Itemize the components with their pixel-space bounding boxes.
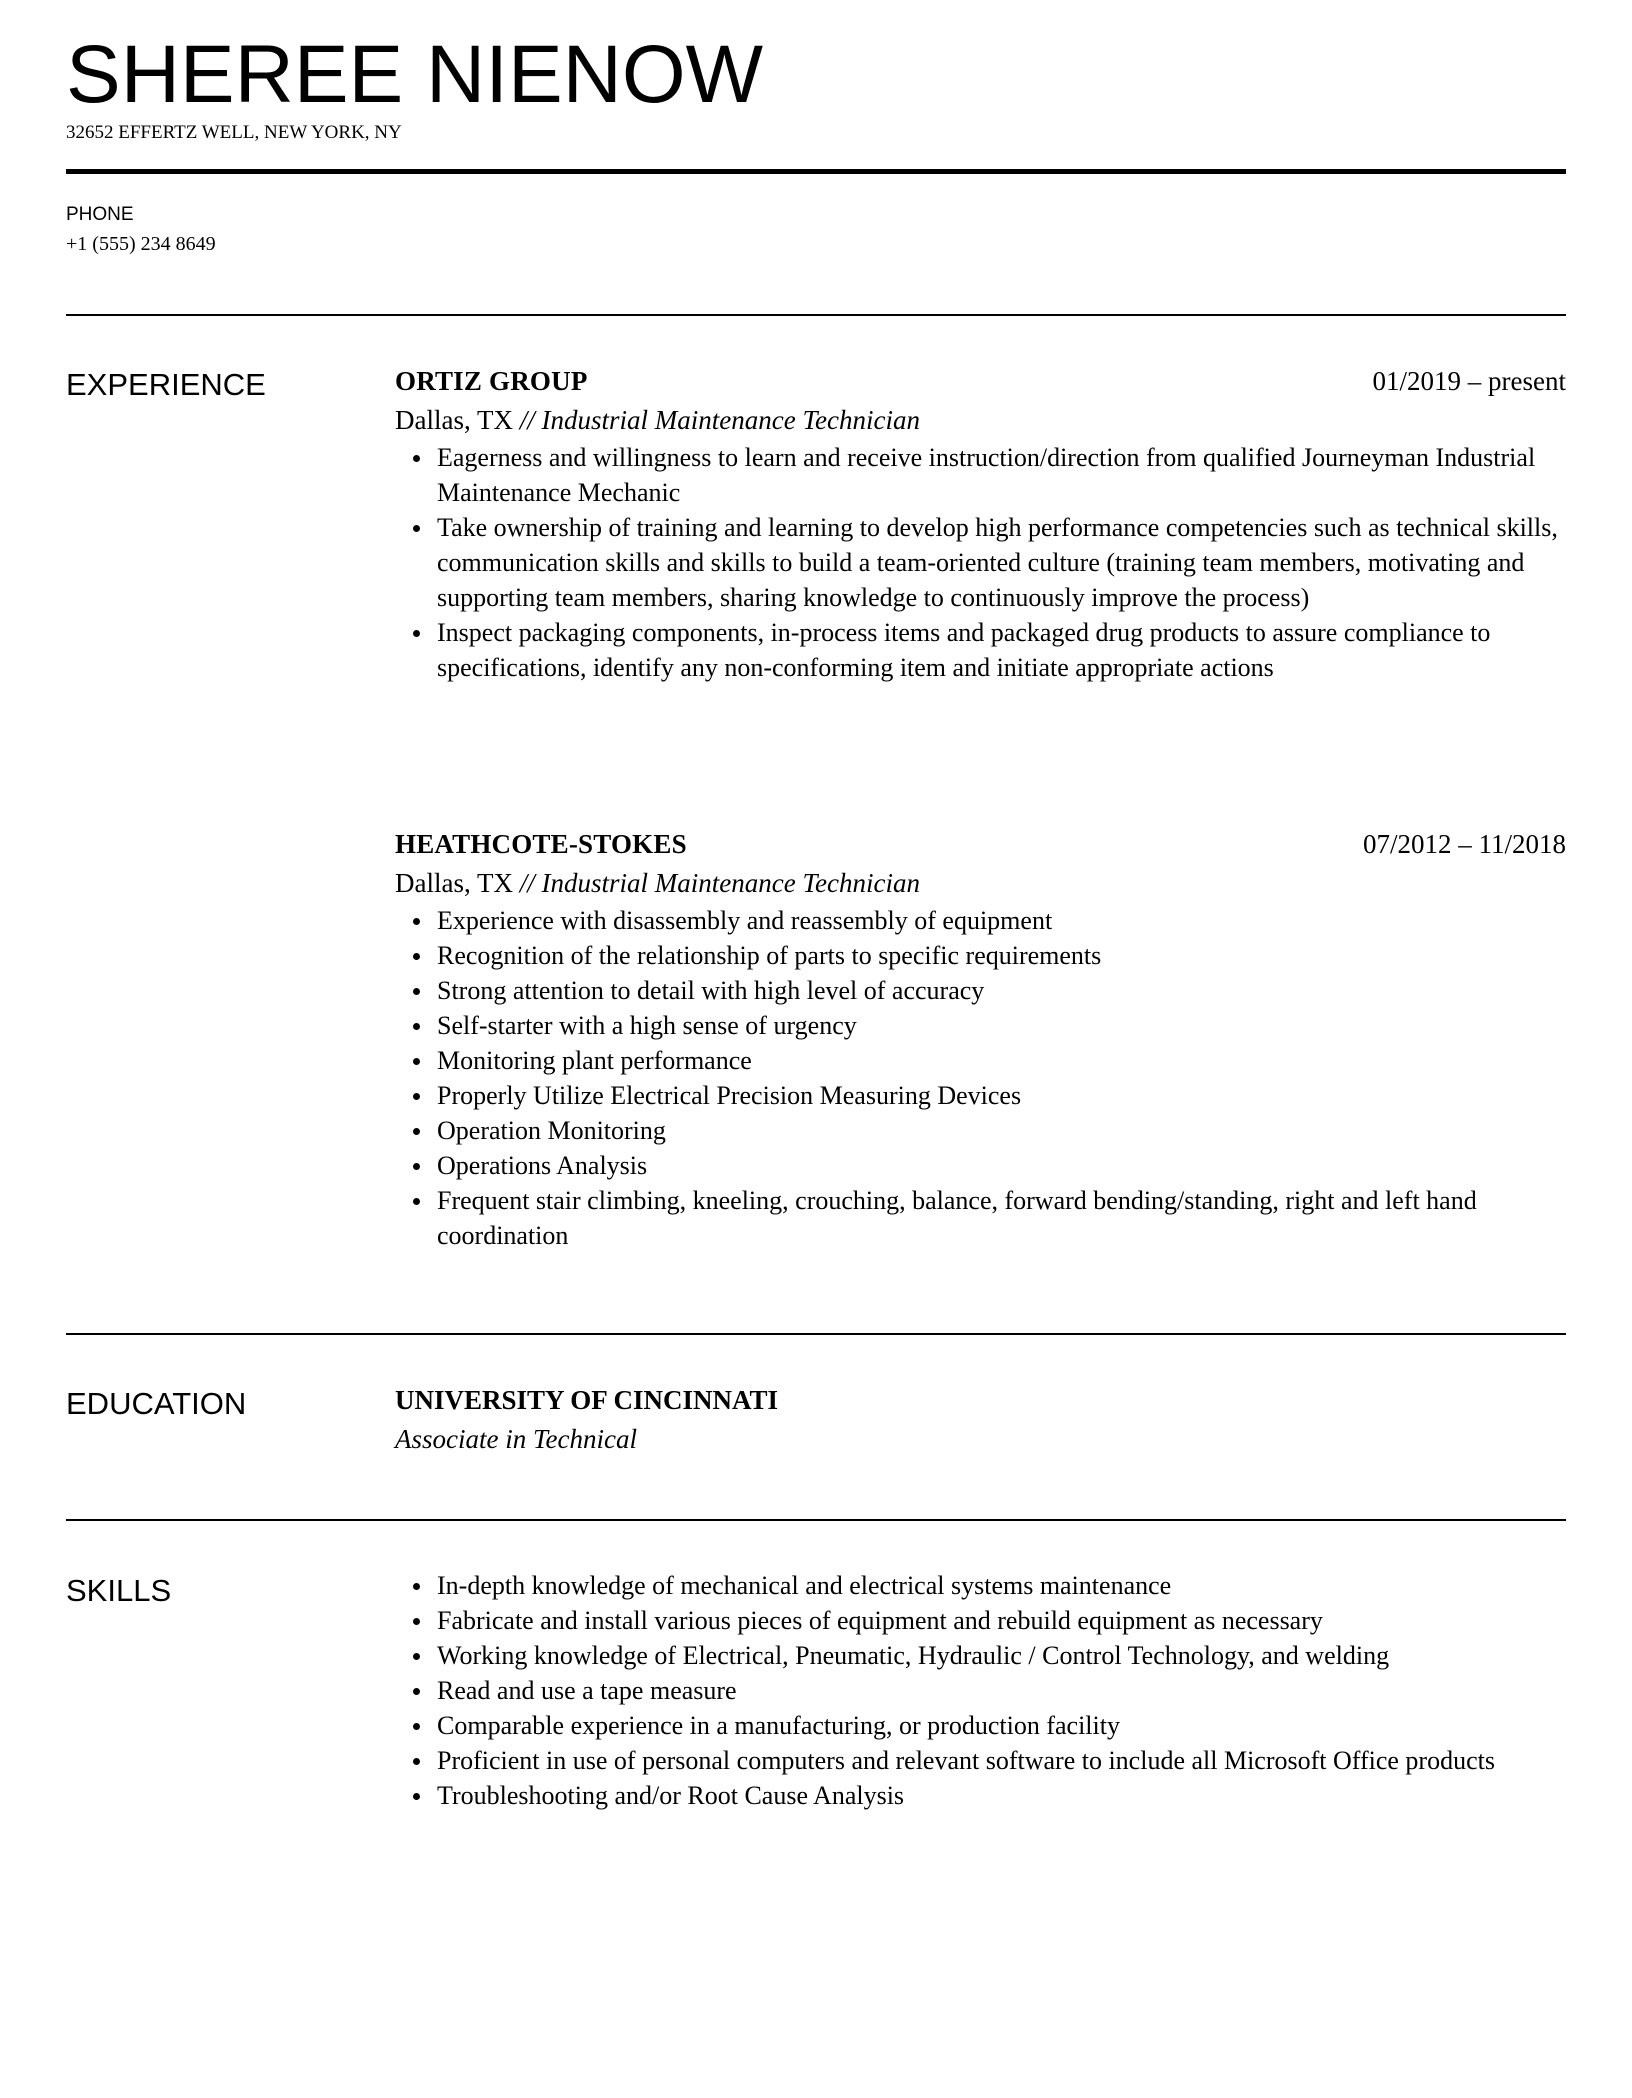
skills-section [395,1568,1566,1813]
job-dates: 01/2019 – present [1372,366,1566,396]
section-divider [66,1519,1566,1521]
list-item: Troubleshooting and/or Root Cause Analysis [395,1778,1566,1813]
section-divider [66,1333,1566,1335]
school-name: UNIVERSITY OF CINCINNATI [395,1385,779,1415]
degree: Associate in Technical [395,1424,637,1454]
section-divider [66,314,1566,316]
company-name: ORTIZ GROUP [395,366,588,396]
list-item: Self-starter with a high sense of urgency [395,1008,1566,1043]
job-title: Industrial Maintenance Technician [541,868,920,898]
list-item: Read and use a tape measure [395,1673,1566,1708]
job-bullets [395,440,1566,685]
job-dates: 07/2012 – 11/2018 [1362,829,1566,859]
experience-heading: EXPERIENCE [66,367,266,402]
skills-heading: SKILLS [66,1573,172,1608]
education-section [395,1381,1566,1459]
phone-label: PHONE [66,204,134,225]
job-bullets [395,903,1566,1253]
list-item: Properly Utilize Electrical Precision Measuring Devices [395,1078,1566,1113]
list-item: Recognition of the relationship of parts to specific requirements [395,938,1566,973]
list-item: Frequent stair climbing, kneeling, crouching, balance, forward bending/standing, right and left hand coordination [395,1183,1566,1253]
job-header [395,362,1566,400]
candidate-name: SHEREE NIENOW [66,29,764,120]
list-item: Monitoring plant performance [395,1043,1566,1078]
list-item: Comparable experience in a manufacturing, or production facility [395,1708,1566,1743]
list-item: Working knowledge of Electrical, Pneumatic, Hydraulic / Control Technology, and welding [395,1638,1566,1673]
list-item: Fabricate and install various pieces of equipment and rebuild equipment as necessary [395,1603,1566,1638]
education-heading: EDUCATION [66,1386,247,1421]
job-entry [395,362,1566,685]
candidate-address: 32652 EFFERTZ WELL, NEW YORK, NY [66,122,402,143]
job-title: Industrial Maintenance Technician [541,405,920,435]
company-name: HEATHCOTE-STOKES [395,829,687,859]
list-item: Strong attention to detail with high level of accuracy [395,973,1566,1008]
skills-list [395,1568,1566,1813]
list-item: Proficient in use of personal computers and relevant software to include all Microsoft Office products [395,1743,1566,1778]
job-subtitle [395,400,1566,440]
job-subtitle [395,863,1566,903]
job-separator: // [512,868,542,898]
phone-number: +1 (555) 234 8649 [66,233,216,255]
job-location: Dallas, TX [395,405,513,435]
job-location: Dallas, TX [395,868,513,898]
list-item: In-depth knowledge of mechanical and electrical systems maintenance [395,1568,1566,1603]
list-item: Experience with disassembly and reassembly of equipment [395,903,1566,938]
header-divider [66,169,1566,174]
list-item: Inspect packaging components, in-process items and packaged drug products to assure compliance to specifications, identify any non-conforming item and initiate appropriate actions [395,615,1566,685]
job-entry [395,825,1566,1253]
list-item: Operation Monitoring [395,1113,1566,1148]
job-separator: // [512,405,542,435]
list-item: Operations Analysis [395,1148,1566,1183]
job-header [395,825,1566,863]
list-item: Take ownership of training and learning to develop high performance competencies such as technical skills, communication skills and skills to build a team-oriented culture (training team members, motivating and supporting team members, sharing knowledge to continuously improve the process) [395,510,1566,615]
list-item: Eagerness and willingness to learn and receive instruction/direction from qualified Journeyman Industrial Maintenance Mechanic [395,440,1566,510]
